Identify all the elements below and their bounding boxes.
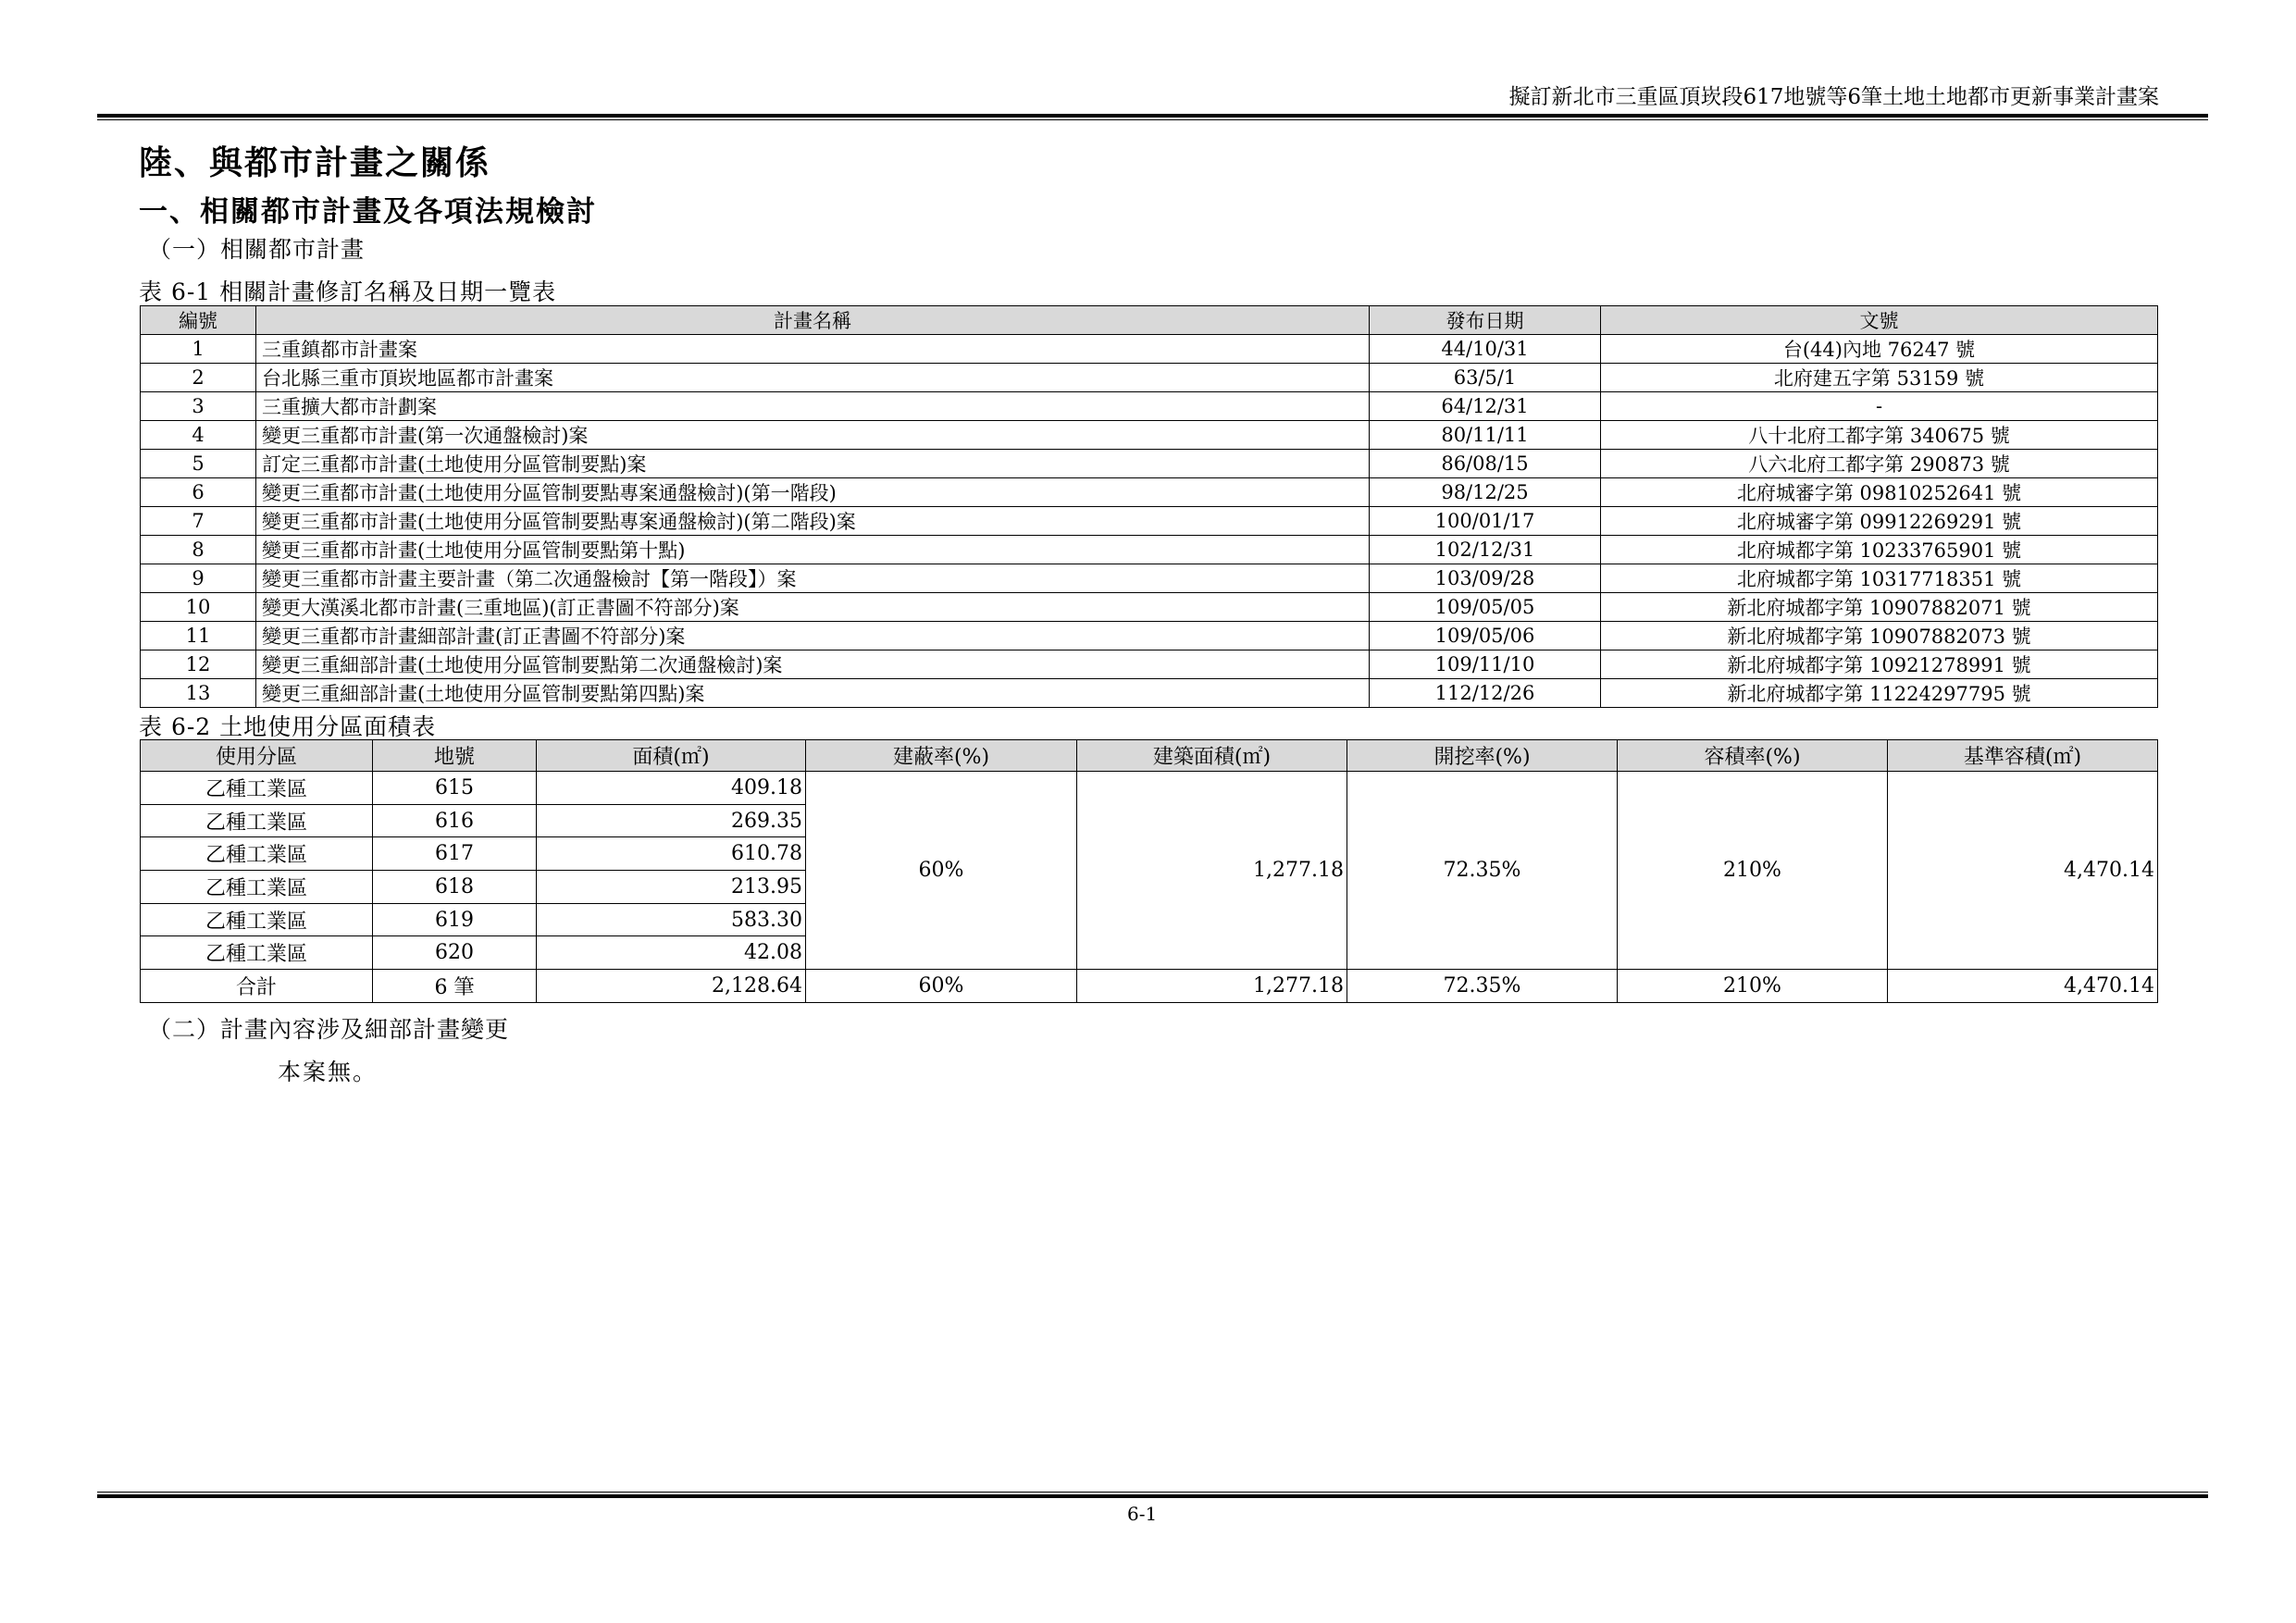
cell-date: 109/05/05 bbox=[1370, 593, 1601, 622]
cell-plan-name: 變更三重都市計畫主要計畫（第二次通盤檢討【第一階段】）案 bbox=[256, 564, 1370, 593]
table-row bbox=[141, 593, 2158, 622]
cell-total-building-area: 1,277.18 bbox=[1077, 970, 1347, 1003]
cell-lot: 617 bbox=[373, 837, 537, 871]
cell-doc-number: 新北府城都字第 11224297795 號 bbox=[1601, 679, 2158, 708]
cell-plan-name: 台北縣三重市頂崁地區都市計畫案 bbox=[256, 364, 1370, 392]
cell-area: 213.95 bbox=[537, 871, 806, 904]
cell-lot: 618 bbox=[373, 871, 537, 904]
cell-total-area: 2,128.64 bbox=[537, 970, 806, 1003]
cell-total-excavation: 72.35% bbox=[1347, 970, 1618, 1003]
cell-number: 5 bbox=[141, 450, 256, 478]
cell-number: 9 bbox=[141, 564, 256, 593]
column-header-coverage: 建蔽率(%) bbox=[806, 740, 1077, 772]
cell-plan-name: 三重擴大都市計劃案 bbox=[256, 392, 1370, 421]
cell-lot: 619 bbox=[373, 903, 537, 936]
cell-doc-number: 新北府城都字第 10907882073 號 bbox=[1601, 622, 2158, 650]
cell-date: 109/11/10 bbox=[1370, 650, 1601, 679]
table-row bbox=[141, 622, 2158, 650]
cell-number: 4 bbox=[141, 421, 256, 450]
column-header-date: 發布日期 bbox=[1370, 306, 1601, 335]
related-plans-table bbox=[140, 305, 2158, 708]
cell-date: 44/10/31 bbox=[1370, 335, 1601, 364]
cell-doc-number: 北府城審字第 09912269291 號 bbox=[1601, 507, 2158, 536]
cell-area: 583.30 bbox=[537, 903, 806, 936]
table-row bbox=[141, 564, 2158, 593]
cell-coverage-merged: 60% bbox=[806, 772, 1077, 970]
cell-plan-name: 變更三重都市計畫(第一次通盤檢討)案 bbox=[256, 421, 1370, 450]
column-header-number: 編號 bbox=[141, 306, 256, 335]
table-row bbox=[141, 772, 2158, 805]
cell-zone: 乙種工業區 bbox=[141, 871, 373, 904]
cell-number: 6 bbox=[141, 478, 256, 507]
body-text: 本案無。 bbox=[278, 1059, 379, 1085]
table-row bbox=[141, 392, 2158, 421]
cell-date: 64/12/31 bbox=[1370, 392, 1601, 421]
cell-plan-name: 變更三重都市計畫(土地使用分區管制要點專案通盤檢討)(第一階段) bbox=[256, 478, 1370, 507]
column-header-area: 面積(㎡) bbox=[537, 740, 806, 772]
cell-date: 100/01/17 bbox=[1370, 507, 1601, 536]
cell-area: 610.78 bbox=[537, 837, 806, 871]
cell-date: 86/08/15 bbox=[1370, 450, 1601, 478]
cell-plan-name: 變更大漢溪北都市計畫(三重地區)(訂正書圖不符部分)案 bbox=[256, 593, 1370, 622]
cell-total-label: 合計 bbox=[141, 970, 373, 1003]
subsection-heading-2: （二）計畫內容涉及細部計畫變更 bbox=[148, 1016, 510, 1043]
table-row bbox=[141, 679, 2158, 708]
cell-plan-name: 變更三重細部計畫(土地使用分區管制要點第四點)案 bbox=[256, 679, 1370, 708]
table-row bbox=[141, 650, 2158, 679]
cell-zone: 乙種工業區 bbox=[141, 837, 373, 871]
table-row bbox=[141, 536, 2158, 564]
column-header-excavation: 開挖率(%) bbox=[1347, 740, 1618, 772]
cell-zone: 乙種工業區 bbox=[141, 804, 373, 837]
column-header-building-area: 建築面積(㎡) bbox=[1077, 740, 1347, 772]
cell-number: 11 bbox=[141, 622, 256, 650]
cell-total-base-volume: 4,470.14 bbox=[1888, 970, 2158, 1003]
cell-number: 1 bbox=[141, 335, 256, 364]
chapter-heading: 陸、與都市計畫之關係 bbox=[139, 143, 491, 182]
document-header-title: 擬訂新北市三重區頂崁段617地號等6筆土地土地都市更新事業計畫案 bbox=[1508, 85, 2159, 109]
cell-total-lots: 6 筆 bbox=[373, 970, 537, 1003]
cell-zone: 乙種工業區 bbox=[141, 772, 373, 805]
table-row bbox=[141, 507, 2158, 536]
cell-plan-name: 變更三重細部計畫(土地使用分區管制要點第二次通盤檢討)案 bbox=[256, 650, 1370, 679]
table2-caption: 表 6-2 土地使用分區面積表 bbox=[139, 713, 437, 740]
table-row bbox=[141, 364, 2158, 392]
cell-lot: 620 bbox=[373, 936, 537, 970]
column-header-base-volume: 基準容積(㎡) bbox=[1888, 740, 2158, 772]
cell-plan-name: 變更三重都市計畫細部計畫(訂正書圖不符部分)案 bbox=[256, 622, 1370, 650]
cell-area: 269.35 bbox=[537, 804, 806, 837]
cell-plan-name: 訂定三重都市計畫(土地使用分區管制要點)案 bbox=[256, 450, 1370, 478]
cell-date: 80/11/11 bbox=[1370, 421, 1601, 450]
cell-number: 10 bbox=[141, 593, 256, 622]
table-row bbox=[141, 335, 2158, 364]
subsection-heading-1: （一）相關都市計畫 bbox=[148, 236, 366, 263]
footer-rule-thick bbox=[97, 1494, 2208, 1498]
table-header-row bbox=[141, 740, 2158, 772]
section-heading: 一、相關都市計畫及各項法規檢討 bbox=[139, 195, 597, 229]
cell-base-volume-merged: 4,470.14 bbox=[1888, 772, 2158, 970]
column-header-plan-name: 計畫名稱 bbox=[256, 306, 1370, 335]
footer-rule-thin bbox=[97, 1492, 2208, 1493]
column-header-zone: 使用分區 bbox=[141, 740, 373, 772]
land-use-area-table bbox=[140, 739, 2158, 1003]
table-total-row bbox=[141, 970, 2158, 1003]
cell-doc-number: 台(44)內地 76247 號 bbox=[1601, 335, 2158, 364]
cell-total-coverage: 60% bbox=[806, 970, 1077, 1003]
cell-number: 13 bbox=[141, 679, 256, 708]
cell-doc-number: 八六北府工都字第 290873 號 bbox=[1601, 450, 2158, 478]
cell-lot: 615 bbox=[373, 772, 537, 805]
cell-far-merged: 210% bbox=[1618, 772, 1888, 970]
cell-lot: 616 bbox=[373, 804, 537, 837]
cell-zone: 乙種工業區 bbox=[141, 936, 373, 970]
table-row bbox=[141, 421, 2158, 450]
cell-number: 2 bbox=[141, 364, 256, 392]
column-header-far: 容積率(%) bbox=[1618, 740, 1888, 772]
cell-date: 112/12/26 bbox=[1370, 679, 1601, 708]
page-number: 6-1 bbox=[1127, 1503, 1158, 1525]
cell-zone: 乙種工業區 bbox=[141, 903, 373, 936]
table1-caption: 表 6-1 相關計畫修訂名稱及日期一覽表 bbox=[139, 279, 557, 305]
cell-plan-name: 變更三重都市計畫(土地使用分區管制要點專案通盤檢討)(第二階段)案 bbox=[256, 507, 1370, 536]
cell-number: 8 bbox=[141, 536, 256, 564]
cell-plan-name: 三重鎮都市計畫案 bbox=[256, 335, 1370, 364]
cell-doc-number: 北府城都字第 10233765901 號 bbox=[1601, 536, 2158, 564]
column-header-doc-number: 文號 bbox=[1601, 306, 2158, 335]
cell-total-far: 210% bbox=[1618, 970, 1888, 1003]
table-header-row bbox=[141, 306, 2158, 335]
table-row bbox=[141, 450, 2158, 478]
header-rule-thick bbox=[97, 114, 2208, 118]
cell-number: 12 bbox=[141, 650, 256, 679]
cell-plan-name: 變更三重都市計畫(土地使用分區管制要點第十點) bbox=[256, 536, 1370, 564]
cell-number: 7 bbox=[141, 507, 256, 536]
header-rule-thin bbox=[97, 119, 2208, 120]
cell-date: 98/12/25 bbox=[1370, 478, 1601, 507]
cell-doc-number: - bbox=[1601, 392, 2158, 421]
table-row bbox=[141, 478, 2158, 507]
cell-date: 63/5/1 bbox=[1370, 364, 1601, 392]
cell-area: 409.18 bbox=[537, 772, 806, 805]
cell-doc-number: 北府城審字第 09810252641 號 bbox=[1601, 478, 2158, 507]
cell-doc-number: 八十北府工都字第 340675 號 bbox=[1601, 421, 2158, 450]
column-header-lot: 地號 bbox=[373, 740, 537, 772]
cell-excavation-merged: 72.35% bbox=[1347, 772, 1618, 970]
cell-doc-number: 新北府城都字第 10907882071 號 bbox=[1601, 593, 2158, 622]
cell-number: 3 bbox=[141, 392, 256, 421]
cell-doc-number: 北府建五字第 53159 號 bbox=[1601, 364, 2158, 392]
cell-date: 102/12/31 bbox=[1370, 536, 1601, 564]
cell-date: 103/09/28 bbox=[1370, 564, 1601, 593]
cell-doc-number: 新北府城都字第 10921278991 號 bbox=[1601, 650, 2158, 679]
cell-building-area-merged: 1,277.18 bbox=[1077, 772, 1347, 970]
cell-area: 42.08 bbox=[537, 936, 806, 970]
cell-doc-number: 北府城都字第 10317718351 號 bbox=[1601, 564, 2158, 593]
cell-date: 109/05/06 bbox=[1370, 622, 1601, 650]
